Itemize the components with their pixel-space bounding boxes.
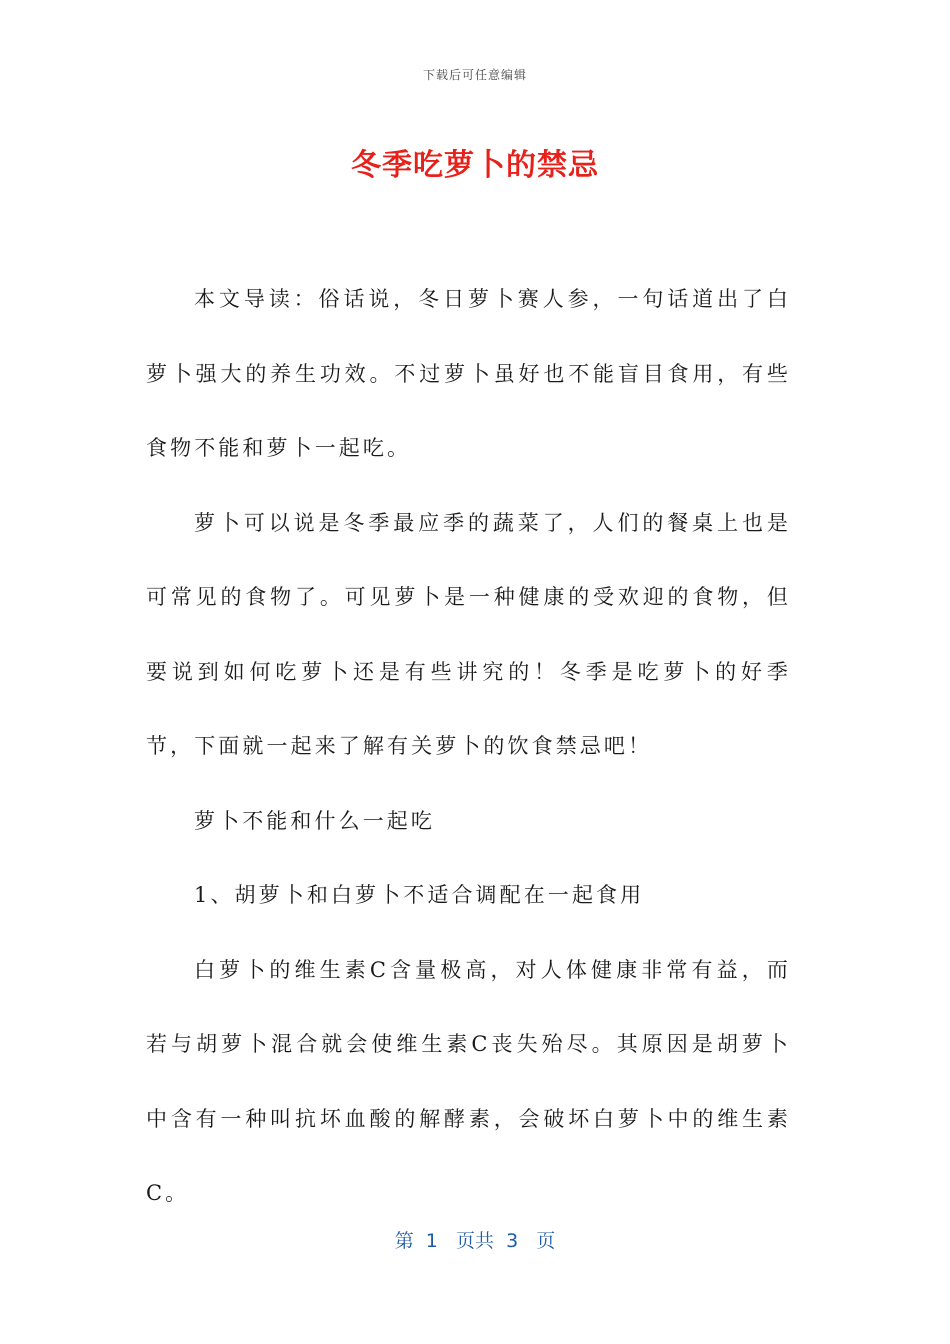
section-heading: 萝卜不能和什么一起吃: [194, 808, 435, 833]
paragraph-intro: 本文导读：俗话说，冬日萝卜赛人参，一句话道出了白萝卜强大的养生功效。不过萝卜虽好也不能盲目食用，有些食物不能和萝卜一起吃。: [146, 287, 791, 460]
paragraph-season: 萝卜可以说是冬季最应季的蔬菜了，人们的餐桌上也是可常见的食物了。可见萝卜是一种健康的受欢迎的食物，但要说到如何吃萝卜还是有些讲究的！冬季是吃萝卜的好季节，下面就一起来了解有关萝卜的饮食禁忌吧！: [146, 510, 791, 758]
paragraph-vitamin-c: 白萝卜的维生素C含量极高，对人体健康非常有益，而若与胡萝卜混合就会使维生素C丧失殆尽。其原因是胡萝卜中含有一种叫抗坏血酸的解酵素，会破坏白萝卜中的维生素C。: [146, 957, 791, 1205]
page-number-footer: 第 1 页共 3 页: [394, 1230, 556, 1252]
header-note: 下载后可任意编辑: [422, 68, 527, 82]
document-title: 冬季吃萝卜的禁忌: [351, 148, 599, 183]
document-body: [146, 262, 791, 1231]
list-item-heading: 1、胡萝卜和白萝卜不适合调配在一起食用: [194, 883, 645, 907]
